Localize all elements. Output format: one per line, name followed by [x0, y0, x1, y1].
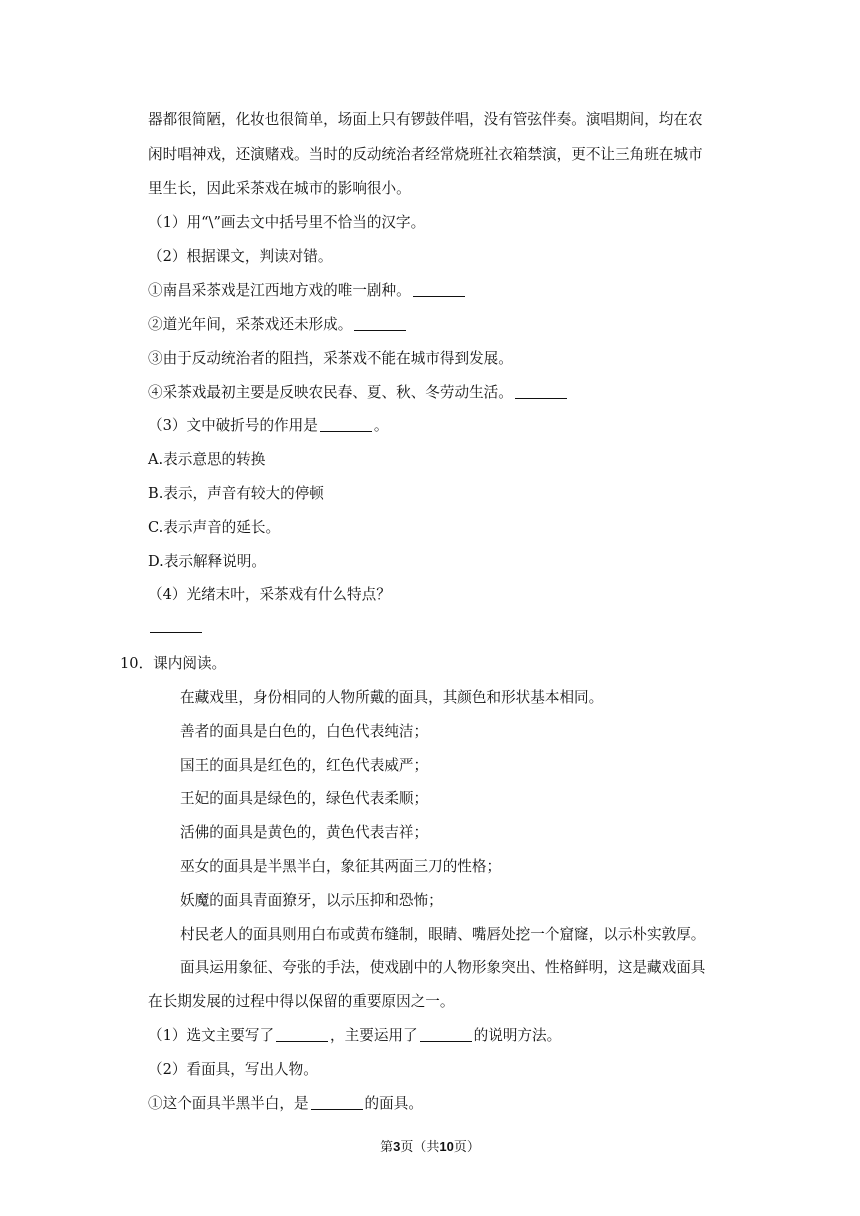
option-c: C.表示声音的延长。 — [148, 519, 281, 536]
passage-line-5: 活佛的面具是黄色的，黄色代表吉祥； — [180, 824, 429, 841]
passage-line-3: 国王的面具是红色的，红色代表威严； — [180, 757, 429, 774]
passage-line-9a: 面具运用象征、夸张的手法，使戏剧中的人物形象突出、性格鲜明，这是藏戏面具 — [180, 959, 706, 976]
question-4: （4）光绪末叶，采茶戏有什么特点？ — [148, 586, 391, 603]
section-10-question-2: （2）看面具，写出人物。 — [148, 1061, 318, 1078]
passage-line-4: 王妃的面具是绿色的，绿色代表柔顺； — [180, 790, 429, 807]
section-10-question-2-item-1 — [148, 1094, 423, 1114]
answer-blank[interactable] — [311, 1095, 363, 1110]
section-10-question-1-end: 的说明方法。 — [473, 1027, 562, 1044]
judgement-item-1 — [148, 281, 467, 301]
footer-page-number: 3 — [393, 1139, 401, 1154]
option-b: B.表示，声音有较大的停顿 — [148, 485, 324, 502]
question-4-answer-line — [148, 617, 204, 637]
judgement-item-4-text: ④采茶戏最初主要是反映农民春、夏、秋、冬劳动生活。 — [148, 384, 513, 401]
judgement-item-2-text: ②道光年间，采茶戏还未形成。 — [148, 316, 353, 333]
section-10-question-2-item-1-end: 的面具。 — [364, 1095, 423, 1112]
section-10-question-1 — [148, 1026, 561, 1046]
page-footer — [0, 1138, 860, 1157]
intro-paragraph-line-3: 里生长，因此采茶戏在城市的影响很小。 — [148, 180, 411, 197]
answer-blank[interactable] — [413, 282, 465, 297]
question-3 — [148, 416, 388, 436]
question-3-end: 。 — [373, 417, 389, 434]
passage-line-9b: 在长期发展的过程中得以保留的重要原因之一。 — [148, 993, 455, 1010]
question-1: （1）用“\”画去文中括号里不恰当的汉字。 — [148, 214, 426, 231]
footer-suffix: 页） — [453, 1140, 480, 1155]
footer-middle: 页（共 — [400, 1140, 440, 1155]
answer-blank[interactable] — [354, 316, 406, 331]
option-d: D.表示解释说明。 — [148, 553, 266, 570]
section-10-question-1-text: （1）选文主要写了 — [148, 1027, 275, 1044]
passage-line-2: 善者的面具是白色的，白色代表纯洁； — [180, 723, 429, 740]
question-2: （2）根据课文，判读对错。 — [148, 248, 333, 265]
section-10-title: 10．课内阅读。 — [120, 655, 227, 672]
passage-line-6: 巫女的面具是半黑半白，象征其两面三刀的性格； — [180, 858, 502, 875]
question-3-text: （3）文中破折号的作用是 — [148, 417, 318, 434]
answer-blank[interactable] — [320, 417, 372, 432]
section-10-question-1-mid: ，主要运用了 — [330, 1027, 418, 1044]
section-10-question-2-item-1-text: ①这个面具半黑半白，是 — [148, 1095, 309, 1112]
intro-paragraph-line-1: 器都很简陋，化妆也很简单，场面上只有锣鼓伴唱，没有管弦伴奏。演唱期间，均在农 — [148, 111, 703, 128]
option-a: A.表示意思的转换 — [148, 451, 266, 468]
answer-blank[interactable] — [515, 384, 567, 399]
intro-paragraph-line-2: 闲时唱神戏，还演赌戏。当时的反动统治者经常烧班社衣箱禁演，更不让三角班在城市 — [148, 146, 703, 163]
passage-line-7: 妖魔的面具青面獠牙，以示压抑和恐怖； — [180, 892, 443, 909]
judgement-item-4 — [148, 383, 569, 403]
answer-blank[interactable] — [420, 1027, 472, 1042]
judgement-item-3: ③由于反动统治者的阻挡，采茶戏不能在城市得到发展。 — [148, 350, 513, 367]
judgement-item-2 — [148, 315, 408, 335]
footer-prefix: 第 — [380, 1140, 394, 1155]
answer-blank[interactable] — [150, 618, 202, 633]
judgement-item-1-text: ①南昌采茶戏是江西地方戏的唯一剧种。 — [148, 282, 411, 299]
footer-total-pages: 10 — [439, 1139, 454, 1154]
passage-line-1: 在藏戏里，身份相同的人物所戴的面具，其颜色和形状基本相同。 — [180, 689, 604, 706]
passage-line-8: 村民老人的面具则用白布或黄布缝制，眼睛、嘴唇处挖一个窟窿，以示朴实敦厚。 — [180, 926, 706, 943]
answer-blank[interactable] — [276, 1027, 328, 1042]
